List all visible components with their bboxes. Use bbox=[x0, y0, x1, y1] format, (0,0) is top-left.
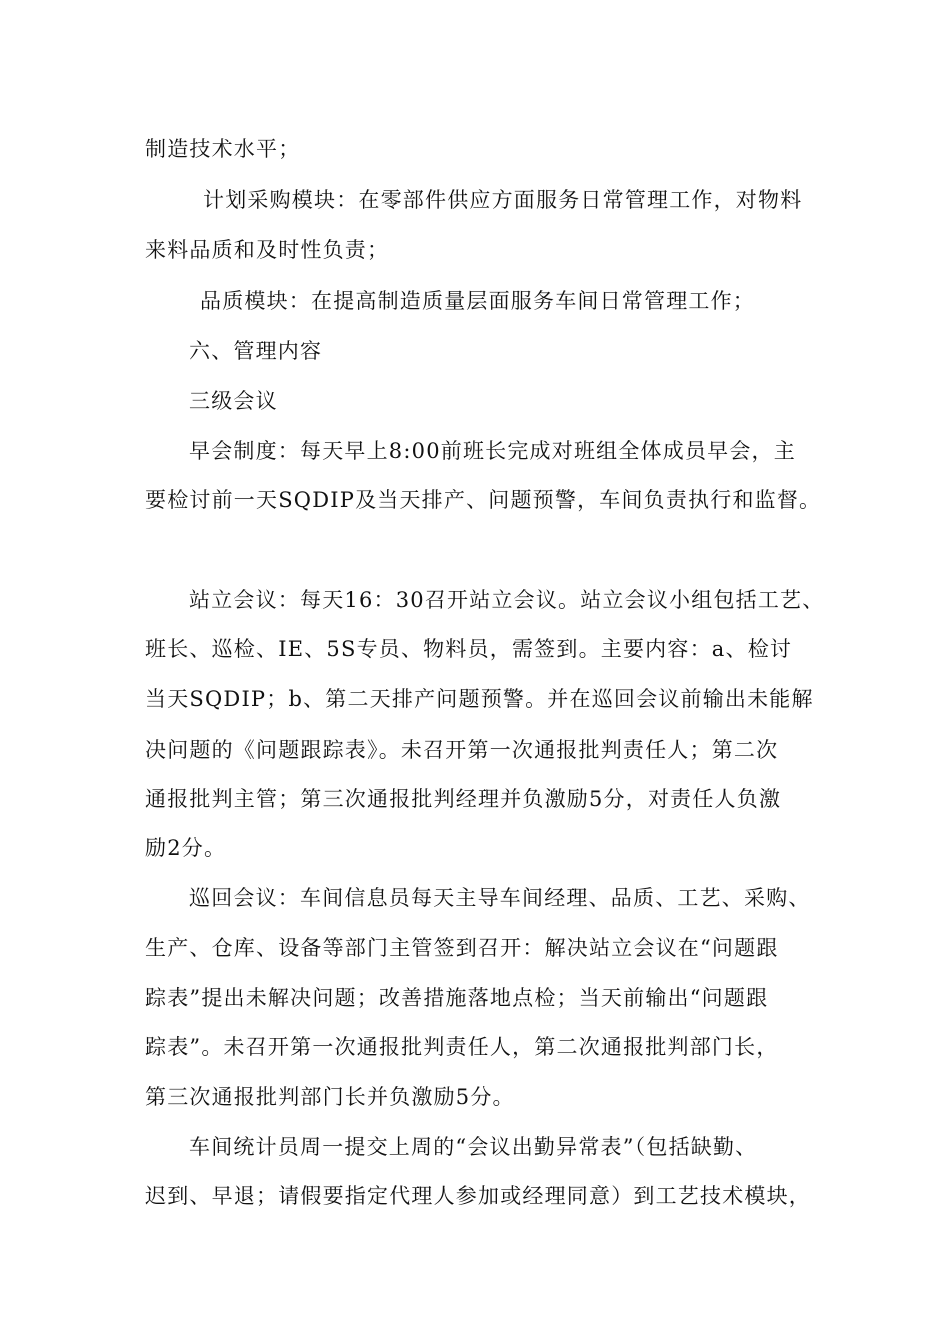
text-line: 巡回会议：车间信息员每天主导车间经理、品质、工艺、采购、 bbox=[189, 886, 811, 910]
text-line: 励2分。 bbox=[145, 836, 227, 860]
section-heading: 六、管理内容 bbox=[189, 339, 323, 363]
text-line: 站立会议：每天16：30召开站立会议。站立会议小组包括工艺、 bbox=[189, 588, 825, 612]
text-line: 班长、巡检、IE、5S专员、物料员，需签到。主要内容：a、检讨 bbox=[145, 637, 793, 661]
text-line: 来料品质和及时性负责； bbox=[145, 238, 390, 262]
text-line: 品质模块：在提高制造质量层面服务车间日常管理工作； bbox=[200, 289, 755, 313]
text-line: 决问题的《问题跟踪表》。未召开第一次通报批判责任人；第二次 bbox=[145, 738, 779, 762]
text-line: 计划采购模块：在零部件供应方面服务日常管理工作，对物料 bbox=[203, 188, 803, 212]
text-line: 通报批判主管；第三次通报批判经理并负激励5分，对责任人负激 bbox=[145, 787, 782, 811]
subsection-heading: 三级会议 bbox=[189, 389, 278, 413]
text-line: 迟到、早退；请假要指定代理人参加或经理同意）到工艺技术模块， bbox=[145, 1184, 811, 1208]
text-line: 生产、仓库、设备等部门主管签到召开：解决站立会议在“问题跟 bbox=[145, 936, 779, 960]
text-line: 当天SQDIP；b、第二天排产问题预警。并在巡回会议前输出未能解 bbox=[145, 687, 814, 711]
text-line: 制造技术水平； bbox=[145, 137, 301, 161]
text-line: 要检讨前一天SQDIP及当天排产、问题预警，车间负责执行和监督。 bbox=[145, 488, 822, 512]
text-line: 踪表”提出未解决问题；改善措施落地点检；当天前输出“问题跟 bbox=[145, 986, 769, 1010]
text-line: 车间统计员周一提交上周的“会议出勤异常表”（包括缺勤、 bbox=[189, 1135, 758, 1159]
text-line: 第三次通报批判部门长并负激励5分。 bbox=[145, 1085, 515, 1109]
text-line: 踪表”。未召开第一次通报批判责任人，第二次通报批判部门长， bbox=[145, 1035, 779, 1059]
text-line: 早会制度：每天早上8:00前班长完成对班组全体成员早会，主 bbox=[189, 439, 796, 463]
